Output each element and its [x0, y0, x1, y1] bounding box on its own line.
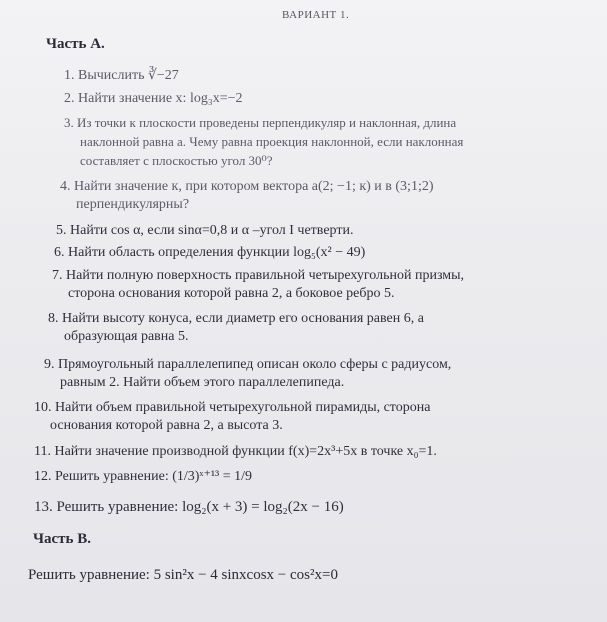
- task-number: 12.: [34, 469, 52, 484]
- task-text: Найти значение к, при котором вектора а(2; −1; к) и в (3;1;2): [74, 179, 434, 194]
- task-number: 2.: [64, 91, 75, 106]
- task-number: 7.: [52, 268, 63, 283]
- task-text: Найти cos α, если sinα=0,8 и α –угол I четверти.: [70, 223, 354, 238]
- task-4: [60, 178, 434, 214]
- task-8: [48, 310, 424, 346]
- task-text-cont: перпендикулярны?: [76, 197, 190, 212]
- task-text-cont: основания которой равна 2, а высота 3.: [50, 418, 283, 433]
- task-9: [44, 356, 451, 392]
- task-text-cont: образующая равна 5.: [64, 329, 189, 344]
- task-number: 4.: [60, 179, 71, 194]
- task-2: [64, 90, 243, 108]
- task-1: [64, 67, 179, 85]
- task-7: [52, 267, 464, 303]
- task-text-cont: наклонной равна а. Чему равна проекция наклонной, если наклонная: [80, 134, 464, 149]
- task-text: Найти объем правильной четырехугольной пирамиды, сторона: [55, 400, 431, 415]
- task-number: 10.: [34, 400, 52, 415]
- task-13: [34, 498, 344, 516]
- task-6: [54, 244, 365, 262]
- task-text: Вычислить ∛−27: [78, 68, 179, 83]
- task-5: [56, 222, 353, 240]
- task-text-cont: сторона основания которой равна 2, а боковое ребро 5.: [68, 286, 395, 301]
- task-text-cont: равным 2. Найти объем этого параллелепипеда.: [60, 375, 345, 390]
- task-number: 11.: [34, 444, 51, 459]
- task-text: Найти высоту конуса, если диаметр его основания равен 6, а: [62, 311, 424, 326]
- part-b-title: Часть В.: [33, 531, 91, 547]
- task-number: 3.: [64, 115, 74, 130]
- task-number: 5.: [56, 223, 67, 238]
- task-text: Прямоугольный параллелепипед описан около сферы с радиусом,: [58, 357, 452, 372]
- task-text: Найти полную поверхность правильной четырехугольной призмы,: [66, 268, 465, 283]
- task-text: Найти значение х: log₃x=−2: [78, 91, 243, 106]
- part-a-title: Часть А.: [46, 36, 105, 52]
- task-number: 8.: [48, 311, 59, 326]
- part-b-equation: Решить уравнение: 5 sin²x − 4 sinxcosx − cos²x=0: [28, 567, 338, 583]
- task-3: [64, 113, 463, 170]
- task-text: Решить уравнение: (1/3)ˣ⁺¹³ = 1/9: [55, 469, 253, 484]
- task-text-cont: составляет с плоскостью угол 30⁰?: [80, 153, 273, 168]
- task-11: [34, 443, 437, 461]
- task-number: 1.: [64, 68, 75, 83]
- task-number: 9.: [44, 357, 55, 372]
- task-text: Из точки к плоскости проведены перпендикуляр и наклонная, длина: [77, 115, 457, 130]
- task-10: [34, 399, 430, 435]
- variant-header: ВАРИАНТ 1.: [282, 9, 350, 21]
- task-12: [34, 468, 252, 486]
- task-number: 13.: [34, 499, 53, 515]
- task-number: 6.: [54, 245, 65, 260]
- task-text: Найти область определения функции log₅(x² − 49): [68, 245, 366, 260]
- task-text: Найти значение производной функции f(x)=2x³+5x в точке x₀=1.: [54, 444, 437, 459]
- task-text: Решить уравнение: log₂(x + 3) = log₂(2x − 16): [56, 499, 344, 515]
